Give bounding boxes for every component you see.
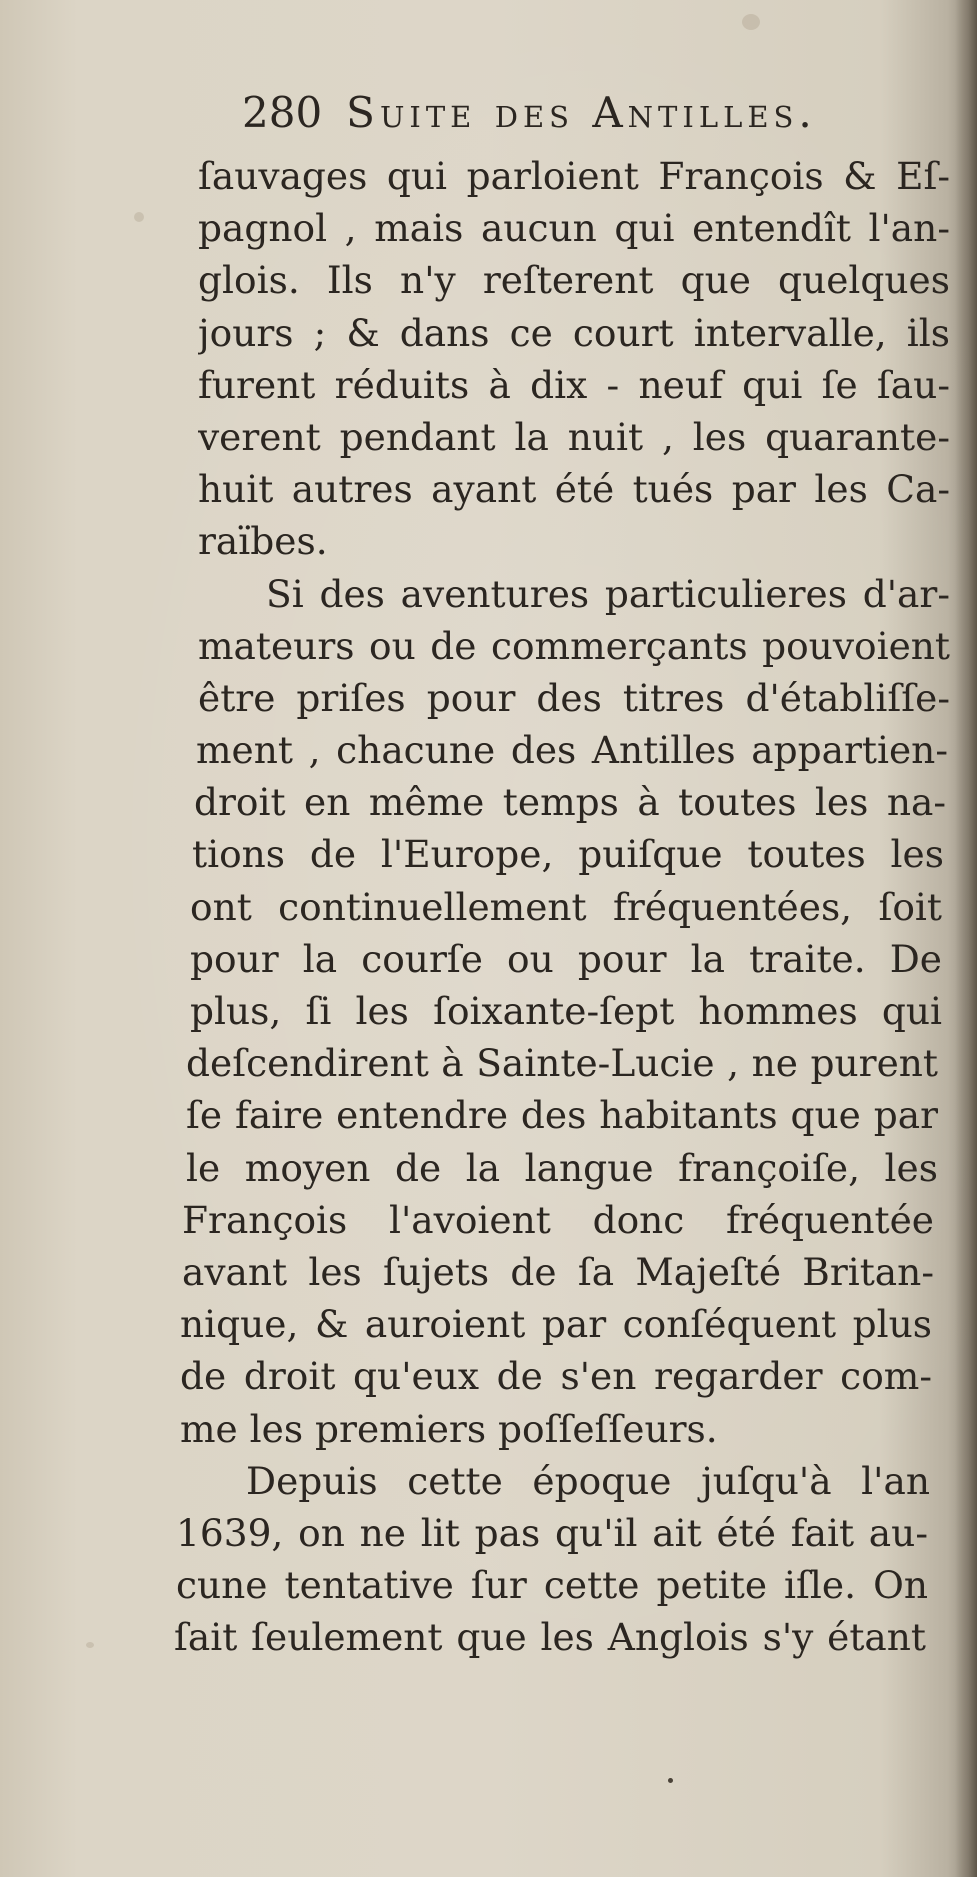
text-line: plus, ſi les ſoixante-ſept hommes qui: [190, 989, 942, 1033]
paragraph: [174, 1455, 952, 1664]
text-line: deſcendirent à Sainte-Lucie , ne purent: [186, 1041, 938, 1086]
text-line: ont continuellement fréquentées, ſoit: [190, 884, 942, 929]
text-line: tions de l'Europe, puiſque toutes les: [192, 832, 944, 877]
text-line: le moyen de la langue françoiſe, les: [186, 1145, 938, 1190]
text-line: de droit qu'eux de s'en regarder com-: [180, 1354, 932, 1399]
text-line: 1639, on ne lit pas qu'il ait été fait au-: [176, 1510, 928, 1555]
running-head: [242, 88, 952, 150]
text-line: verent pendant la nuit , les quarante-: [198, 414, 950, 459]
text-line: jours ; & dans ce court intervalle, ils: [198, 310, 950, 355]
text-block: [174, 88, 952, 1663]
paper-stain: [86, 1642, 94, 1648]
paragraph: [180, 568, 952, 1455]
text-line: ſe faire entendre des habitants que par: [186, 1093, 938, 1138]
text-line: me les premiers poſſeſſeurs.: [180, 1406, 718, 1451]
paper-stain: [134, 212, 144, 222]
text-line: François l'avoient donc fréquentée: [182, 1197, 934, 1242]
paper-stain: [742, 14, 760, 30]
running-title: Suite des Antilles.: [346, 88, 817, 137]
text-line: raïbes.: [198, 519, 328, 564]
page-gutter-shadow: [955, 0, 977, 1877]
text-line: Depuis cette époque juſqu'à l'an: [246, 1458, 930, 1503]
text-line: droit en même temps à toutes les na-: [194, 780, 946, 825]
printer-mark: [668, 1778, 673, 1783]
page-number: 280: [242, 88, 323, 137]
text-line: huit autres ayant été tués par les Ca-: [198, 467, 950, 512]
text-line: être priſes pour des titres d'établiſſe-: [198, 675, 950, 720]
text-line: furent réduits à dix - neuf qui ſe ſau-: [198, 362, 950, 407]
text-line: ſauvages qui parloient François & Eſ-: [198, 154, 950, 198]
text-line: pour la courſe ou pour la traite. De: [190, 936, 942, 981]
paragraph: [200, 150, 952, 568]
text-line: ment , chacune des Antilles appartien-: [196, 728, 948, 773]
text-line: mateurs ou de commerçants pouvoient: [198, 623, 950, 668]
text-line: nique, & auroient par conſéquent plus: [180, 1302, 932, 1347]
text-line: cune tentative ſur cette petite iſle. On: [176, 1563, 928, 1608]
text-line: Si des aventures particulieres d'ar-: [266, 571, 950, 616]
text-line: avant les ſujets de ſa Majeſté Britan-: [182, 1249, 934, 1294]
text-line: pagnol , mais aucun qui entendît l'an-: [198, 206, 950, 251]
text-line: glois. Ils n'y reſterent que quelques: [198, 258, 950, 303]
text-line: ſait ſeulement que les Anglois s'y étant: [174, 1615, 926, 1660]
